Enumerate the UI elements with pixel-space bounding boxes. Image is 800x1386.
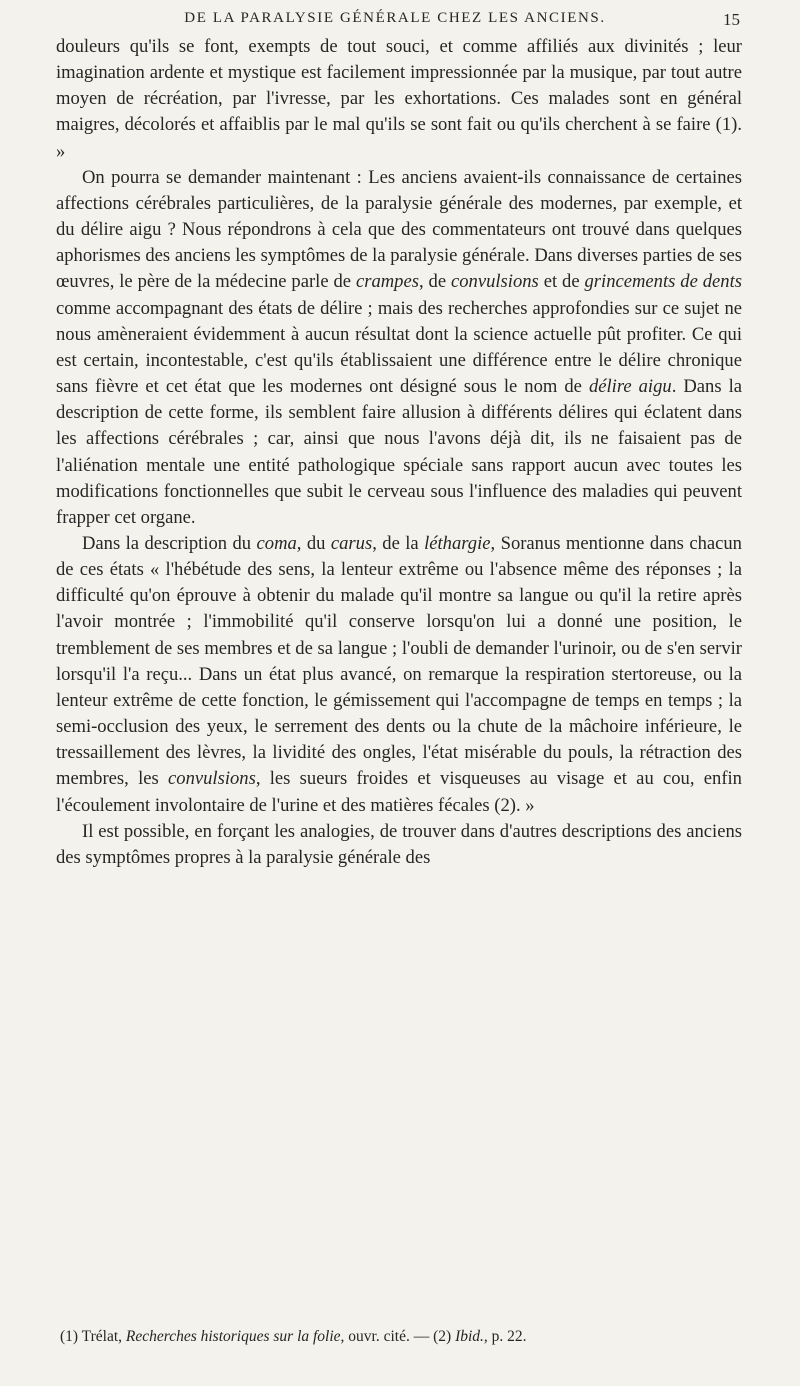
text-run: , les sueurs froides et visqueuses au visage et au cou, enfin l'écoulement involontaire de l'urine et des matières fécales (2). » bbox=[56, 768, 742, 816]
text-run: Dans la description du bbox=[82, 532, 257, 554]
page-header bbox=[50, 10, 740, 34]
italic-text: délire aigu bbox=[588, 376, 672, 398]
italic-text: crampes bbox=[355, 271, 419, 293]
running-head: DE LA PARALYSIE GÉNÉRALE CHEZ LES ANCIENS. bbox=[184, 10, 606, 26]
text-run: (1) Trélat, bbox=[60, 1328, 126, 1345]
text-run: et de bbox=[538, 271, 585, 293]
italic-text: convulsions bbox=[451, 271, 539, 293]
text-run: , de la bbox=[372, 532, 425, 554]
text-run: douleurs qu'ils se font, exempts de tout souci, et comme affiliés aux divinités ; leur imagination ardente et mystique est facilement impressionnée par la musique, par tout autre moyen de récréation, par l'ivresse, par les exhortations. Ces malades sont en général maigres, décolorés et affaiblis par le mal qu'ils se sont fait ou qu'ils cherchent à se faire (1). » bbox=[56, 36, 742, 162]
italic-text: convulsions bbox=[168, 768, 256, 790]
text-run: , p. 22. bbox=[483, 1328, 527, 1345]
italic-text: grincements de dents bbox=[584, 271, 742, 293]
paragraph bbox=[56, 165, 742, 531]
italic-text: coma bbox=[256, 532, 297, 554]
text-run: , ouvr. cité. — (2) bbox=[340, 1328, 456, 1345]
italic-text: Recherches historiques sur la folie bbox=[125, 1328, 341, 1345]
page-number: 15 bbox=[723, 10, 740, 29]
text-run: . Dans la description de cette forme, ils semblent faire allusion à différents délires qui éclatent dans les affections cérébrales ; car, ainsi que nous l'avons déjà dit, ils ne faisaient pas de l'aliénation mentale une entité pathologique spéciale sans rapport aucun avec toutes les modifications fonctionnelles que subit le cerveau sous l'influence des maladies qui peuvent frapper cet organe. bbox=[56, 376, 742, 528]
text-run: comme accompagnant des états de délire ; mais des recherches approfondies sur ce sujet ne nous amèneraient évidemment à aucun résultat dont la science actuelle pût profiter. Ce qui est certain, incontestable, c'est qu'ils établissaient une différence entre le délire chronique sans fièvre et cet état que les modernes ont désigné sous le nom de bbox=[56, 297, 742, 398]
text-run: , de bbox=[418, 271, 451, 293]
text-run: , du bbox=[296, 532, 331, 554]
body-text bbox=[56, 34, 742, 871]
text-run: Il est possible, en forçant les analogies, de trouver dans d'autres descriptions des anciens des symptômes propres à la paralysie générale des bbox=[56, 820, 742, 868]
text-run: On pourra se demander maintenant : Les anciens avaient-ils connaissance de certaines affections cérébrales particulières, de la paralysie générale des modernes, par exemple, et du délire aigu ? Nous répondrons à cela que des commentateurs ont trouvé dans quelques aphorismes des anciens les symptômes de la paralysie générale. Dans diverses parties de ses œuvres, le père de la médecine parle de bbox=[56, 166, 742, 293]
italic-text: léthargie bbox=[424, 532, 491, 554]
paragraph bbox=[56, 531, 742, 819]
italic-text: carus bbox=[330, 532, 373, 554]
text-run: , Soranus mentionne dans chacun de ces états « l'hébétude des sens, la lenteur extrême ou l'absence même des réponses ; la difficulté qu'on éprouve à obtenir du malade qu'il montre sa langue ou qu'il la retire après l'avoir montrée ; l'immobilité qu'il conserve lorsqu'on lui a donné une position, le tremblement de ses membres et de sa langue ; l'oubli de demander l'urinoir, ou de s'en servir lorsqu'il l'a reçu... Dans un état plus avancé, on remarque la respiration stertoreuse, ou la lenteur extrême de cette fonction, le gémissement qui l'accompagne de temps en temps ; la semi-occlusion des yeux, le serrement des dents ou la chute de la mâchoire inférieure, le tressaillement des lèvres, la lividité des ongles, l'état misérable du pouls, la rétraction des membres, les bbox=[56, 532, 742, 790]
paragraph bbox=[56, 34, 742, 165]
italic-text: Ibid. bbox=[455, 1328, 484, 1345]
paragraph bbox=[56, 819, 742, 871]
footnote bbox=[60, 1326, 740, 1348]
